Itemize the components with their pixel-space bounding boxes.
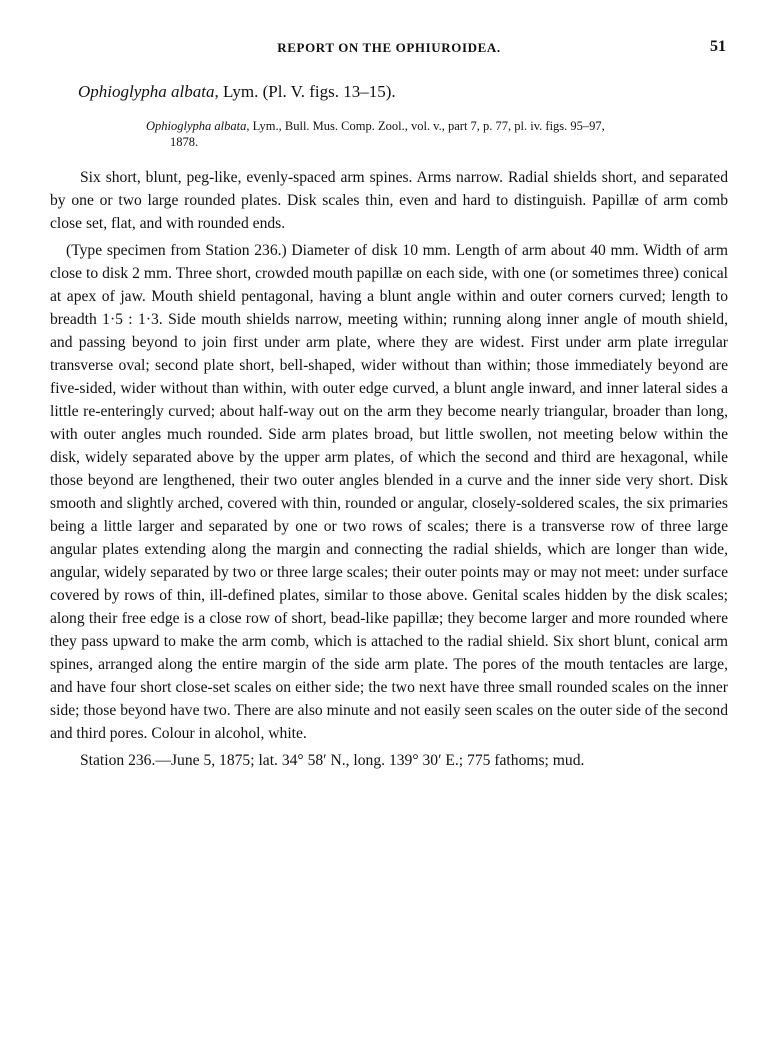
synonym-reference: , Lym., Bull. Mus. Comp. Zool., vol. v., part 7, p. 77, pl. iv. figs. 95–97, [246, 119, 605, 133]
diagnosis-paragraph: Six short, blunt, peg-like, evenly-spaced arm spines. Arms narrow. Radial shields short, and separated by one or two large rounded plates. Disk scales thin, even and hard to distinguish. Papillæ of arm comb close set, flat, and with rounded ends. [50, 169, 728, 232]
species-name: Ophioglypha albata [78, 82, 215, 101]
description-paragraph: (Type specimen from Station 236.) Diameter of disk 10 mm. Length of arm about 40 mm. Width of arm close to disk 2 mm. Three short, crowded mouth papillæ on each side, with one (or sometimes three) conical at apex of jaw. Mouth shield pentagonal, having a blunt angle within and outer corners curved; length to breadth 1·5 : 1·3. Side mouth shields narrow, meeting within; running along inner angle of mouth shield, and passing beyond to join first under arm plate, where they are widest. First under arm plate irregular transverse oval; second plate short, bell-shaped, wider without than within; those immediately beyond are five-sided, wider without than within, with outer edge curved, a blunt angle inward, and inner lateral sides a little re-enteringly curved; about half-way out on the arm they become nearly triangular, broader than long, with outer angles much rounded. Side arm plates broad, but little swollen, not meeting below within the disk, widely separated above by the upper arm plates, of which the second and third are hexagonal, while those beyond are lengthened, their two outer angles blended in a curve and the inner side very short. Disk smooth and slightly arched, covered with thin, rounded or angular, closely-soldered scales, the six primaries being a little larger and separated by one or two rows of scales; there is a transverse row of three large angular plates extending along the margin and connecting the radial shields, which are longer than wide, angular, widely separated by two or three large scales; their outer points may or may not meet: under surface covered by rows of thin, ill-defined plates, similar to those above. Genital scales hidden by the disk scales; along their free edge is a close row of short, bead-like papillæ; they become larger and more rounded where they pass upward to make the arm comb, which is attached to the radial shield. Six short blunt, conical arm spines, arranged along the entire margin of the side arm plate. The pores of the mouth tentacles are large, and have four short close-set scales on either side; the two next have three small rounded scales on the inner side; those beyond have two. There are also minute and not easily seen scales on the outer side of the second and third pores. Colour in alcohol, white. [50, 242, 728, 742]
page [50, 36, 728, 772]
running-title: REPORT ON THE OPHIUROIDEA. [277, 40, 501, 55]
synonym-year: 1878. [170, 135, 199, 149]
species-authority: , Lym. (Pl. V. figs. 13–15). [214, 82, 396, 101]
running-head [50, 36, 728, 60]
page-number: 51 [710, 38, 726, 55]
species-heading [78, 82, 728, 102]
station-paragraph: Station 236.—June 5, 1875; lat. 34° 58′ N., long. 139° 30′ E.; 775 fathoms; mud. [80, 752, 585, 769]
synonymy-citation [146, 118, 728, 150]
synonym-name: Ophioglypha albata [146, 119, 247, 133]
